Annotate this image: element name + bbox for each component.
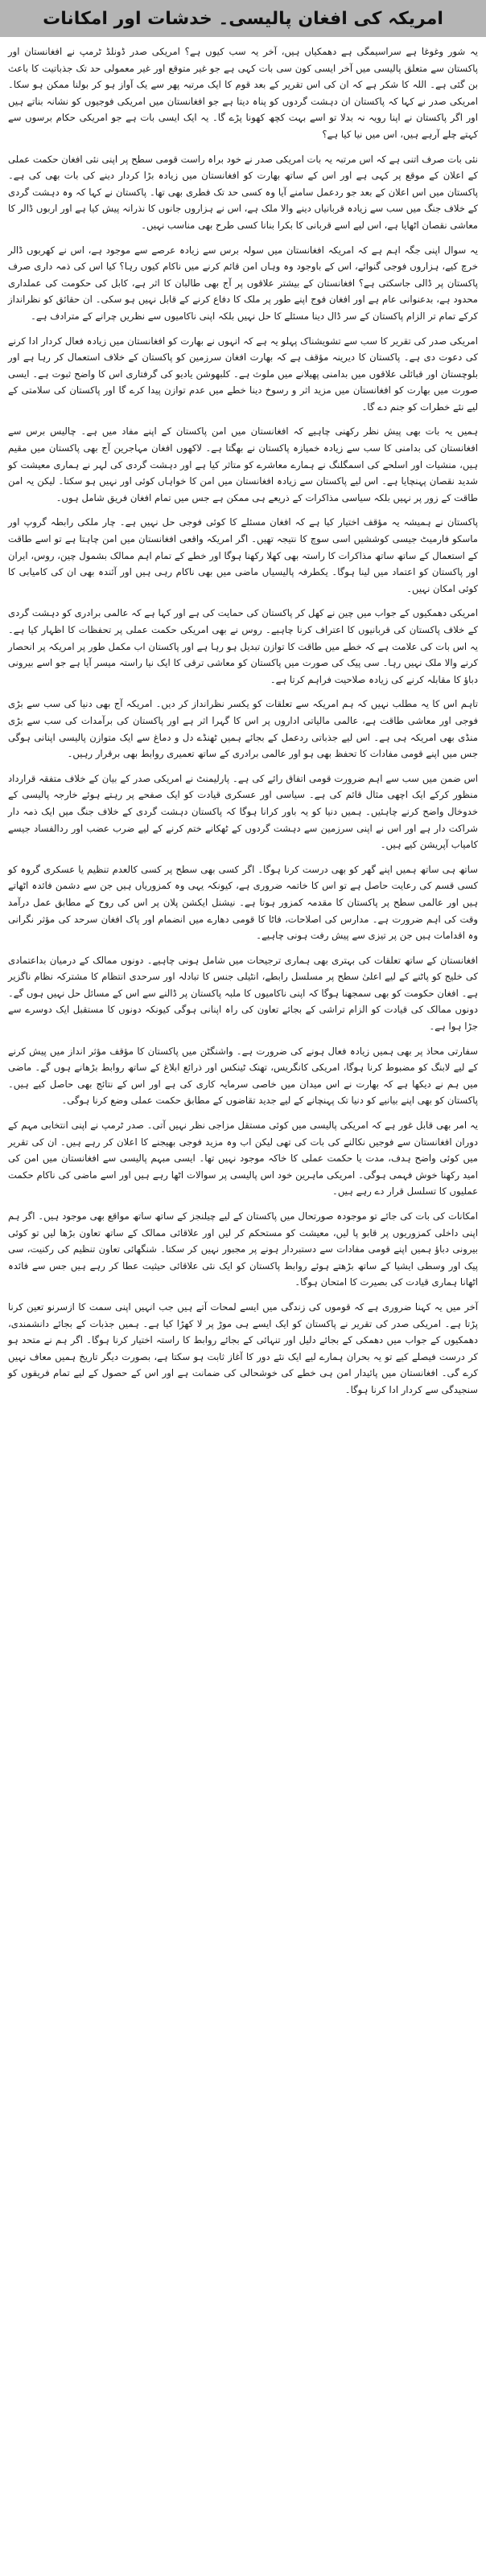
paragraph: امکانات کی بات کی جائے تو موجودہ صورتحال میں پاکستان کے لیے چیلنجز کے ساتھ ساتھ مواقع بھی موجود ہیں۔ اگر ہم اپنی داخلی کمزوریوں پر قابو پا لیں، معیشت کو مستحکم کر لیں اور علاقائی ممالک کے ساتھ تعاون بڑھا لیں تو کوئی بیرونی دباؤ ہمیں اپنے قومی مفادات سے دستبردار ہونے پر مجبور نہیں کر سکتا۔ شنگھائی تعاون تنظیم کی رکنیت، سی پیک اور وسطی ایشیا کے ساتھ بڑھتے ہوئے روابط پاکستان کو ایک نئی علاقائی حیثیت عطا کر رہے ہیں جس سے فائدہ اٹھانا ہماری قیادت کی بصیرت کا امتحان ہوگا۔ xyxy=(8,1210,478,1288)
paragraph: سفارتی محاذ پر بھی ہمیں زیادہ فعال ہونے کی ضرورت ہے۔ واشنگٹن میں پاکستان کا مؤقف مؤثر انداز میں پیش کرنے کے لیے لابنگ کو مضبوط کرنا ہوگا، امریکی کانگریس، تھنک ٹینکس اور ذرائع ابلاغ کے ساتھ روابط بڑھانے ہوں گے۔ ماضی میں ہم نے دیکھا ہے کہ بھارت نے اس میدان میں خاصی سرمایہ کاری کی ہے اور اس کے نتائج بھی حاصل کیے ہیں۔ پاکستان کو بھی اپنے بیانیے کو دنیا تک پہنچانے کے لیے جدید تقاضوں کے مطابق حکمت عملی وضع کرنا ہوگی۔ xyxy=(8,1045,478,1107)
paragraph: ہمیں یہ بات بھی پیش نظر رکھنی چاہیے کہ افغانستان میں امن پاکستان کے اپنے مفاد میں ہے۔ چالیس برس سے افغانستان کی بدامنی کا سب سے زیادہ خمیازہ پاکستان نے بھگتا ہے۔ لاکھوں افغان مہاجرین آج بھی پاکستان میں مقیم ہیں، منشیات اور اسلحے کی اسمگلنگ نے ہمارے معاشرے کو متاثر کیا ہے اور دہشت گردی کی لہر نے ہماری معیشت کو شدید نقصان پہنچایا ہے۔ اس لیے پاکستان سے زیادہ افغانستان میں امن کا خواہاں کوئی اور نہیں ہو سکتا۔ لیکن یہ امن طاقت کے زور پر نہیں بلکہ سیاسی مذاکرات کے ذریعے ہی ممکن ہے جس میں تمام افغان فریق شامل ہوں۔ xyxy=(8,425,478,503)
paragraph: امریکی صدر کی تقریر کا سب سے تشویشناک پہلو یہ ہے کہ انہوں نے بھارت کو افغانستان میں زیادہ فعال کردار ادا کرنے کی دعوت دی ہے۔ پاکستان کا دیرینہ مؤقف ہے کہ بھارت افغان سرزمین کو پاکستان کے خلاف استعمال کر رہا ہے اور بلوچستان اور قبائلی علاقوں میں بدامنی پھیلانے میں ملوث ہے۔ کلبھوشن یادیو کی گرفتاری اس کا واضح ثبوت ہے۔ ایسی صورت میں بھارت کو افغانستان میں مزید اثر و رسوخ دینا خطے میں عدم توازن پیدا کرے گا اور پاکستان کی سلامتی کے لیے نئے خطرات کو جنم دے گا۔ xyxy=(8,335,478,413)
paragraph: یہ شور وغوغا ہے سراسیمگی ہے دھمکیاں ہیں، آخر یہ سب کیوں ہے؟ امریکی صدر ڈونلڈ ٹرمپ نے افغانستان اور پاکستان سے متعلق پالیسی میں آخر ایسی کون سی بات کہی ہے جو غیر متوقع اور غیر معمولی حد تک جذباتیت کا باعث بن گئی ہے۔ اللہ کا شکر ہے کہ ان کی اس تقریر کے بعد قوم کا ایک مرتبہ پھر سے یک آواز ہو کر بولنا ممکن ہو سکا۔ امریکی صدر نے کہا کہ پاکستان ان دہشت گردوں کو پناہ دیتا ہے جو افغانستان میں امریکی فوجیوں کو نشانہ بناتے ہیں اور اگر پاکستان نے اپنا رویہ نہ بدلا تو اسے بہت کچھ کھونا پڑے گا۔ یہ ایک ایسی بات ہے جو امریکی حکام برسوں سے کہتے چلے آرہے ہیں، اس میں نیا کیا ہے؟ xyxy=(8,46,478,140)
paragraph: امریکی دھمکیوں کے جواب میں چین نے کھل کر پاکستان کی حمایت کی ہے اور کہا ہے کہ عالمی برادری کو دہشت گردی کے خلاف پاکستان کی قربانیوں کا اعتراف کرنا چاہیے۔ روس نے بھی امریکی حکمت عملی پر تحفظات کا اظہار کیا ہے۔ یہ اس بات کی علامت ہے کہ خطے میں طاقت کا توازن تبدیل ہو رہا ہے اور پاکستان اب مکمل طور پر امریکہ پر انحصار کرنے والا ملک نہیں رہا۔ سی پیک کی صورت میں پاکستان کو معاشی ترقی کا ایک نیا راستہ میسر آیا ہے جو اسے بیرونی دباؤ کا مقابلہ کرنے کی زیادہ صلاحیت فراہم کرتا ہے۔ xyxy=(8,607,478,685)
article-title: امریکہ کی افغان پالیسی۔ خدشات اور امکانات xyxy=(43,8,443,29)
paragraph: یہ امر بھی قابل غور ہے کہ امریکی پالیسی میں کوئی مستقل مزاجی نظر نہیں آتی۔ صدر ٹرمپ نے اپنی انتخابی مہم کے دوران افغانستان سے فوجیں نکالنے کی بات کی تھی لیکن اب وہ مزید فوجی بھیجنے کا اعلان کر رہے ہیں۔ ان کی تقریر میں کوئی واضح ہدف، مدت یا حکمت عملی کا خاکہ موجود نہیں تھا۔ ایسی مبہم پالیسی سے افغانستان میں امن کی امید رکھنا خوش فہمی ہوگی۔ امریکی ماہرین خود اس پالیسی پر سوالات اٹھا رہے ہیں اور اسے ماضی کی ناکام حکمت عملیوں کا تسلسل قرار دے رہے ہیں۔ xyxy=(8,1120,478,1198)
paragraph: پاکستان نے ہمیشہ یہ مؤقف اختیار کیا ہے کہ افغان مسئلے کا کوئی فوجی حل نہیں ہے۔ چار ملکی رابطہ گروپ اور ماسکو فارمیٹ جیسی کوششیں اسی سوچ کا نتیجہ تھیں۔ اگر امریکہ واقعی افغانستان میں امن چاہتا ہے تو اسے طاقت کے استعمال کے ساتھ ساتھ مذاکرات کا راستہ بھی کھلا رکھنا ہوگا اور خطے کے تمام اہم ممالک بشمول چین، روس، ایران اور پاکستان کو اعتماد میں لینا ہوگا۔ یکطرفہ پالیسیاں ماضی میں بھی ناکام رہی ہیں اور آئندہ بھی ان کی کامیابی کا کوئی امکان نہیں۔ xyxy=(8,516,478,594)
paragraph: یہ سوال اپنی جگہ اہم ہے کہ امریکہ افغانستان میں سولہ برس سے زیادہ عرصے سے موجود ہے، اس نے کھربوں ڈالر خرچ کیے، ہزاروں فوجی گنوائے، اس کے باوجود وہ وہاں امن قائم کرنے میں ناکام کیوں رہا؟ کیا اس کی ذمہ داری صرف پاکستان پر ڈالی جاسکتی ہے؟ افغانستان کے بیشتر علاقوں پر آج بھی طالبان کا اثر ہے، کابل کی حکومت کی عملداری محدود ہے، بدعنوانی عام ہے اور افغان فوج اپنے طور پر ملک کا دفاع کرنے کے قابل نہیں ہو سکی۔ ان حقائق کو نظرانداز کرکے تمام تر الزام پاکستان کے سر ڈال دینا مسئلے کا حل نہیں بلکہ اپنی ناکامیوں سے نظریں چرانے کے مترادف ہے۔ xyxy=(8,244,478,322)
paragraph: تاہم اس کا یہ مطلب نہیں کہ ہم امریکہ سے تعلقات کو یکسر نظرانداز کر دیں۔ امریکہ آج بھی دنیا کی سب سے بڑی فوجی اور معاشی طاقت ہے، عالمی مالیاتی اداروں پر اس کا گہرا اثر ہے اور پاکستان کی برآمدات کی سب سے بڑی منڈی بھی امریکہ ہی ہے۔ اس لیے جذباتی ردعمل کے بجائے ہمیں ٹھنڈے دل و دماغ سے ایک متوازن پالیسی اپنانی ہوگی جس میں اپنے قومی مفادات کا تحفظ بھی ہو اور عالمی برادری کے ساتھ تعمیری روابط بھی برقرار رہیں۔ xyxy=(8,698,478,760)
article-body xyxy=(0,37,486,1399)
title-bar xyxy=(0,0,486,37)
paragraph: افغانستان کے ساتھ تعلقات کی بہتری بھی ہماری ترجیحات میں شامل ہونی چاہیے۔ دونوں ممالک کے درمیان بداعتمادی کی خلیج کو پاٹنے کے لیے اعلیٰ سطح پر مسلسل رابطے، انٹیلی جنس کا تبادلہ اور سرحدی انتظام کا مشترکہ نظام ناگزیر ہے۔ افغان حکومت کو بھی سمجھنا ہوگا کہ اپنی ناکامیوں کا ملبہ پاکستان پر ڈالنے سے اس کے مسائل حل نہیں ہوں گے۔ دونوں ممالک کی قیادت کو الزام تراشی کے بجائے تعاون کی راہ اپنانی ہوگی کیونکہ دونوں کا مستقبل ایک دوسرے سے جڑا ہوا ہے۔ xyxy=(8,954,478,1033)
paragraph: ساتھ ہی ساتھ ہمیں اپنے گھر کو بھی درست کرنا ہوگا۔ اگر کسی بھی سطح پر کسی کالعدم تنظیم یا عسکری گروہ کو کسی قسم کی رعایت حاصل ہے تو اس کا خاتمہ ضروری ہے، کیونکہ یہی وہ کمزوریاں ہیں جن سے دشمن فائدہ اٹھاتے ہیں اور عالمی سطح پر پاکستان کا مقدمہ کمزور ہوتا ہے۔ نیشنل ایکشن پلان پر اس کی روح کے مطابق عمل درآمد وقت کی اہم ضرورت ہے۔ مدارس کی اصلاحات، فاٹا کا قومی دھارے میں انضمام اور پاک افغان سرحد کی مؤثر نگرانی وہ اقدامات ہیں جن پر تیزی سے پیش رفت ہونی چاہیے۔ xyxy=(8,863,478,942)
paragraph: آخر میں یہ کہنا ضروری ہے کہ قوموں کی زندگی میں ایسے لمحات آتے ہیں جب انہیں اپنی سمت کا ازسرنو تعین کرنا پڑتا ہے۔ امریکی صدر کی تقریر نے پاکستان کو ایک ایسے ہی موڑ پر لا کھڑا کیا ہے۔ ہمیں جذبات کے بجائے دانشمندی، دھمکیوں کے جواب میں دھمکی کے بجائے دلیل اور تنہائی کے بجائے روابط کا راستہ اختیار کرنا ہوگا۔ اگر ہم نے متحد ہو کر درست فیصلے کیے تو یہ بحران ہمارے لیے ایک نئے دور کا آغاز ثابت ہو سکتا ہے، بصورت دیگر تاریخ ہمیں معاف نہیں کرے گی۔ افغانستان میں پائیدار امن ہی خطے کی خوشحالی کی ضمانت ہے اور اس کے حصول کے لیے تمام فریقوں کو سنجیدگی سے کردار ادا کرنا ہوگا۔ xyxy=(8,1300,478,1395)
paragraph: نئی بات صرف اتنی ہے کہ اس مرتبہ یہ بات امریکی صدر نے خود براہ راست قومی سطح پر اپنی نئی افغان حکمت عملی کے اعلان کے موقع پر کہی ہے اور اس کے ساتھ بھارت کو افغانستان میں زیادہ بڑا کردار دینے کی بات بھی کی ہے۔ پاکستان میں اس اعلان کے بعد جو ردعمل سامنے آیا وہ کسی حد تک فطری بھی تھا۔ پاکستان نے کہا کہ وہ دہشت گردی کے خلاف جنگ میں سب سے زیادہ قربانیاں دینے والا ملک ہے، اس نے ہزاروں جانوں کا نذرانہ پیش کیا ہے اور اربوں ڈالر کا معاشی نقصان اٹھایا ہے، اس لیے اسے قربانی کا بکرا بنانا کسی طرح بھی مناسب نہیں۔ xyxy=(8,153,478,231)
paragraph: اس ضمن میں سب سے اہم ضرورت قومی اتفاق رائے کی ہے۔ پارلیمنٹ نے امریکی صدر کے بیان کے خلاف متفقہ قرارداد منظور کرکے ایک اچھی مثال قائم کی ہے۔ سیاسی اور عسکری قیادت کو ایک صفحے پر رہتے ہوئے خارجہ پالیسی کے خدوخال واضح کرنے چاہئیں۔ ہمیں دنیا کو یہ باور کرانا ہوگا کہ پاکستان دہشت گردی کے خلاف جنگ میں ایک ذمہ دار شراکت دار ہے اور اس نے اپنی سرزمین سے دہشت گردوں کے ٹھکانے ختم کرنے کے لیے ضرب عضب اور ردالفساد جیسے کامیاب آپریشن کیے ہیں۔ xyxy=(8,772,478,851)
